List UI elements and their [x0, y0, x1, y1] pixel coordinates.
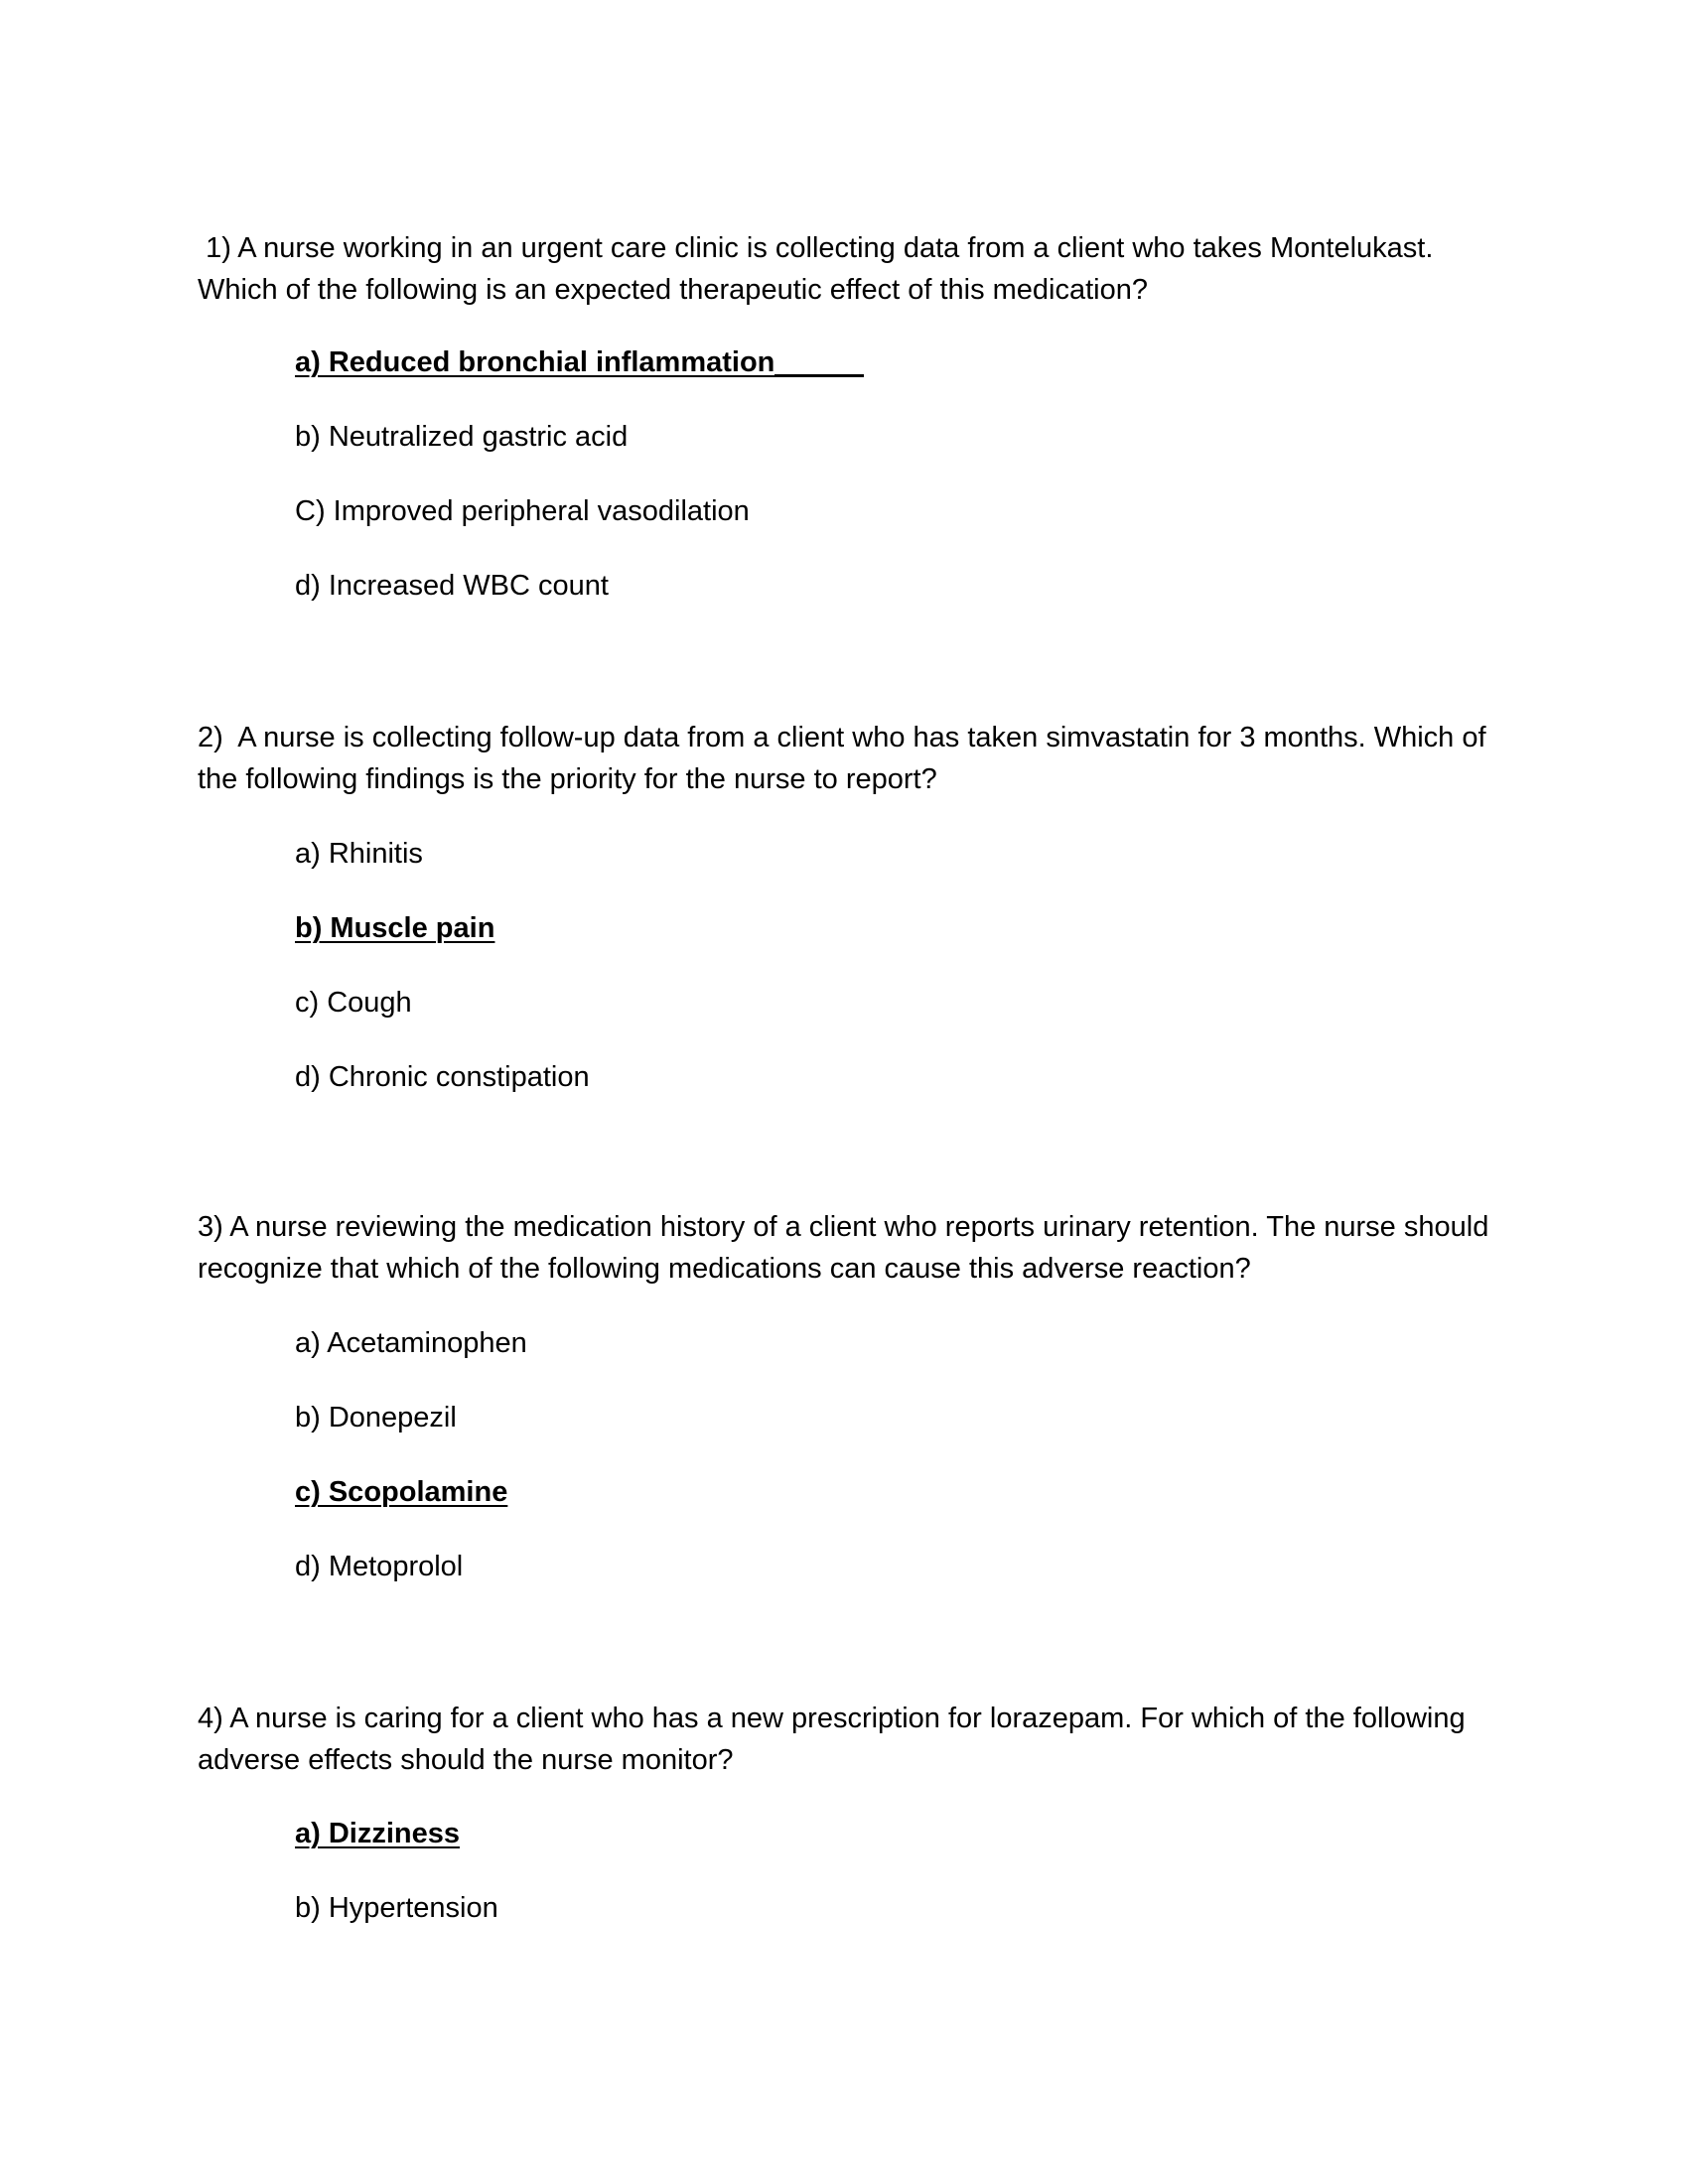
answer-option: d) Chronic constipation [295, 1061, 590, 1093]
answer-option: a) Rhinitis [295, 838, 423, 870]
answer-option: b) Neutralized gastric acid [295, 421, 629, 453]
answer-option: C) Improved peripheral vasodilation [295, 495, 750, 527]
answer-option: d) Metoprolol [295, 1551, 464, 1582]
answer-option: b) Donepezil [295, 1402, 457, 1433]
answer-option-correct: b) Muscle pain [295, 912, 495, 944]
question-text: 4) A nurse is caring for a client who has a new prescription for lorazepam. For which of the following adverse effects should the nurse monitor? [198, 1703, 1466, 1776]
answer-option: a) Acetaminophen [295, 1327, 527, 1359]
answer-option-correct: a) Dizziness [295, 1818, 460, 1849]
question-text: 3) A nurse reviewing the medication history of a client who reports urinary retention. The nurse should recognize that which of the following medications can cause this adverse reaction? [198, 1211, 1489, 1285]
answer-option-correct: c) Scopolamine [295, 1476, 508, 1508]
answer-option: b) Hypertension [295, 1892, 498, 1924]
underline-extension [774, 374, 864, 377]
answer-option: d) Increased WBC count [295, 570, 609, 602]
question-text: 2) A nurse is collecting follow-up data from a client who has taken simvastatin for 3 months. Which of the following findings is the priority for the nurse to report? [198, 722, 1494, 795]
answer-option-correct [295, 341, 864, 383]
option-label: a) Reduced bronchial inflammation [295, 346, 775, 378]
answer-option: c) Cough [295, 987, 412, 1019]
question-text: 1) A nurse working in an urgent care clinic is collecting data from a client who takes Montelukast. Which of the following is an expected therapeutic effect of this medication? [198, 232, 1442, 306]
